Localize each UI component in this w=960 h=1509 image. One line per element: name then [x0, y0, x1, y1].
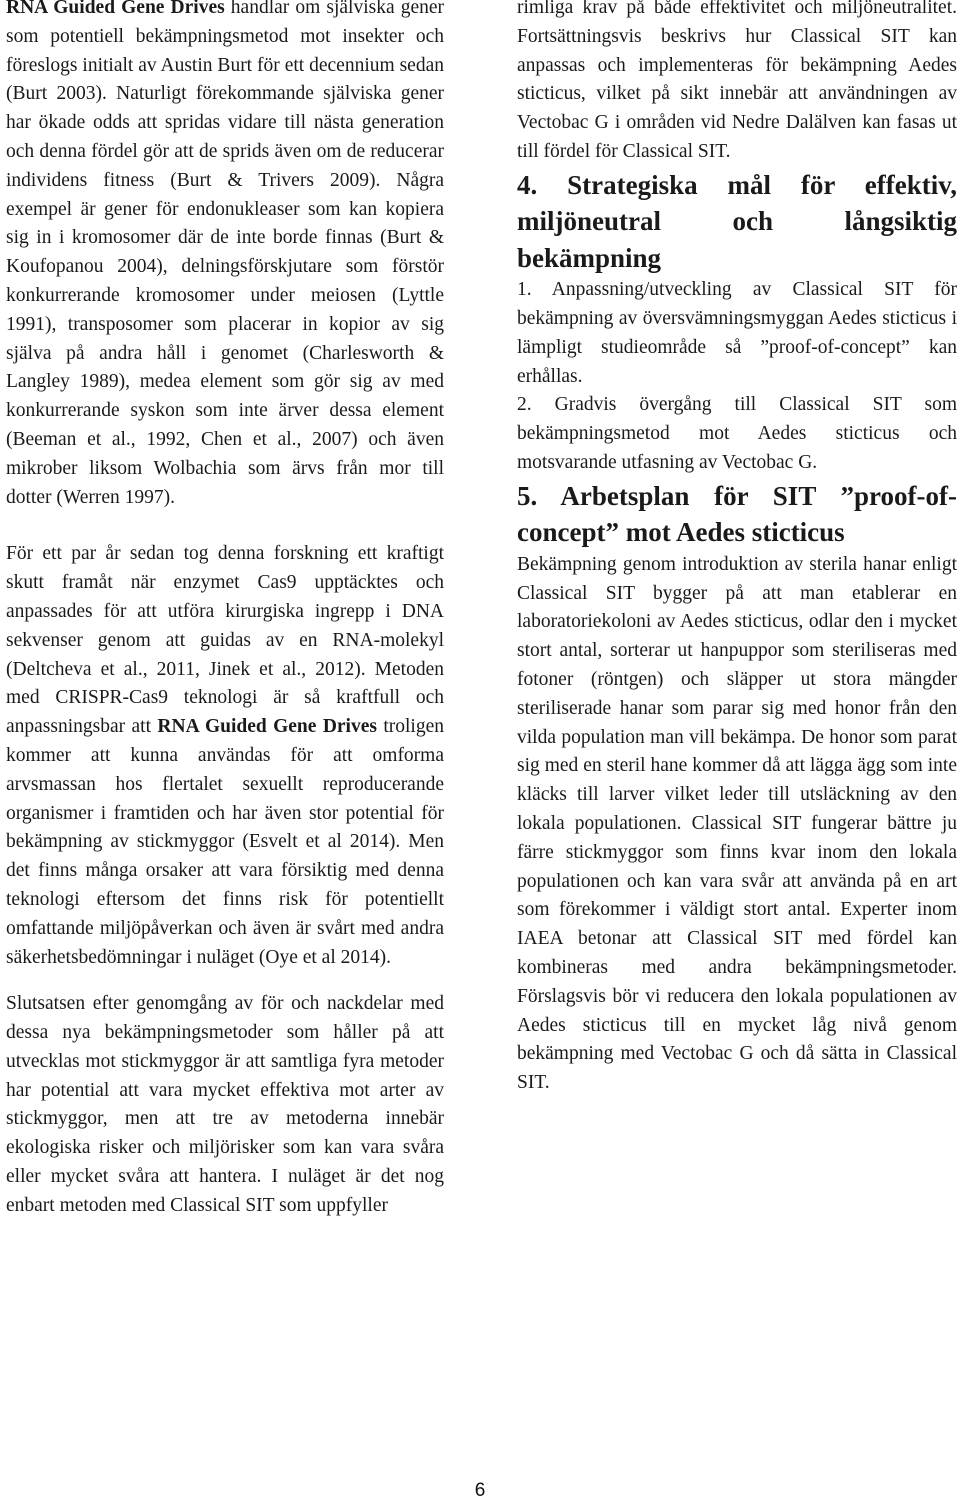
page-number: 6 [474, 1480, 486, 1501]
paragraph-text: troligen kommer att kunna användas för att omforma arvsmassan hos flertalet sexuellt reproducerande organismer i framtiden och har även stor potential för bekämpning av stickmyggor (Esvelt et al 2014). Men det finns många orsaker att vara försiktig med denna teknologi eftersom det finns risk för potentiellt omfattande miljöpåverkan och även är svårt med andra säkerhetsbedömningar i nuläget (Oye et al 2014). [6, 716, 445, 968]
paragraph-sit-method [517, 551, 957, 1098]
paragraph-text: Bekämpning genom introduktion av sterila hanar enligt Classical SIT bygger på att man etablerar en laboratoriekoloni av Aedes sticticus, odlar den i mycket stort antal, sorterar ut hanpuppor som steriliseras med fotoner (röntgen) och släpper ut stora mängder steriliserade hanar som parar sig med honor från den vilda population man vill bekämpa. De honor som parat sig med en steril hane kommer då att lägga ägg som inte kläcks till larver vilket leder till utsläckning av den lokala populationen. Classical SIT fungerar bättre ju färre stickmyggor som finns kvar inom den lokala populationen och kan vara svår att använda på en art som förekommer i väldigt stort antal. Experter inom IAEA betonar att Classical SIT med fördel kan kombineras med andra bekämpningsmetoder. Förslagsvis bör vi reducera den lokala populationen av Aedes sticticus till en mycket låg nivå genom bekämpning med Vectobac G och då sätta in Classical SIT. [517, 553, 957, 1094]
paragraph-cas9 [6, 540, 444, 972]
right-column [517, 0, 957, 1098]
term-rna-guided-gene-drives: RNA Guided Gene Drives [157, 716, 377, 738]
paragraph-text: För ett par år sedan tog denna forskning ett kraftigt skutt framåt när enzymet Cas9 upptäcktes och anpassades för att utföra kirurgiska ingrepp i DNA sekvenser genom att guidas av en RNA-molekyl (Deltcheva et al., 2011, Jinek et al., 2012). Metoden med CRISPR-Cas9 teknologi är så kraftfull och anpassningsbar att [6, 543, 444, 738]
paragraph-text: Slutsatsen efter genomgång av för och nackdelar med dessa nya bekämpningsmetoder som håller på att utvecklas mot stickmyggor är att samtliga fyra metoder har potential att vara mycket effektiva mot arter av stickmyggor, men att tre av metoderna innebär ekologiska risker och miljörisker som kan vara svåra eller mycket svåra att hantera. I nuläget är det nog enbart metoden med Classical SIT som uppfyller [6, 993, 444, 1216]
paragraph-continuation [517, 0, 957, 167]
section-4-heading: 4. Strategiska mål för effektiv, miljöneutral och långsiktig bekämpning [517, 169, 957, 273]
paragraph-text: rimliga krav på både effektivitet och miljöneutralitet. Fortsättningsvis beskrivs hur Classical SIT kan anpassas och implementeras för bekämpning Aedes sticticus, vilket på sikt innebär att användningen av Vectobac G i områden vid Nedre Dalälven kan fasas ut till fördel för Classical SIT. [517, 0, 957, 162]
paragraph-text: handlar om själviska gener som potentiell bekämpningsmetod mot insekter och föreslogs initialt av Austin Burt för ett decennium sedan (Burt 2003). Naturligt förekommande själviska gener har ökade odds att spridas vidare till nästa generation och denna fördel gör att de sprids även om de reducerar individens fitness (Burt & Trivers 2009). Några exempel är gener för endonukleaser som kan kopiera sig in i kromosomer där de inte borde finnas (Burt & Koufopanou 2004), delningsförskjutare som förstör konkurrerande kromosomer under meiosen (Lyttle 1991), transposomer som placerar in kopior av sig själva på andra håll i genomet (Charlesworth & Langley 1989), medea element som gör sig av med konkurrerande syskon som inte ärver dessa element (Beeman et al., 1992, Chen et al., 2007) och även mikrober liksom Wolbachia som ärvs från mor till dotter (Werren 1997). [6, 0, 445, 508]
paragraph-gene-drives-intro [6, 0, 444, 512]
left-column [6, 0, 444, 1221]
section-5-heading: 5. Arbetsplan för SIT ”proof-of-concept” mot Aedes sticticus [517, 480, 957, 548]
term-rna-guided-gene-drives: RNA Guided Gene Drives [6, 0, 225, 18]
list-item-goal-1: 1. Anpassning/utveckling av Classical SIT för bekämpning av översvämningsmyggan Aedes sticticus i lämpligt studieområde så ”proof-of-concept” kan erhållas. [517, 279, 957, 387]
list-item-goal-2: 2. Gradvis övergång till Classical SIT som bekämpningsmetod mot Aedes sticticus och motsvarande utfasning av Vectobac G. [517, 394, 957, 474]
paragraph-conclusion [6, 990, 444, 1220]
